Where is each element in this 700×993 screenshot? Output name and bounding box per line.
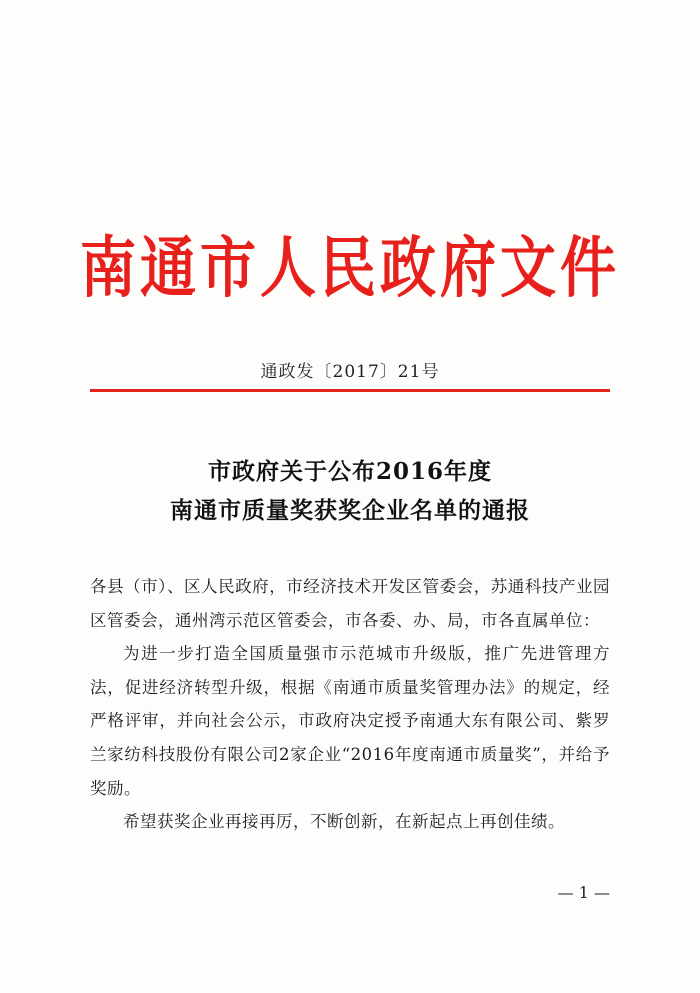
recipients-paragraph: 各县（市）、区人民政府，市经济技术开发区管委会，苏通科技产业园区管委会，通州湾示范区管委会，市各委、办、局，市各直属单位： <box>90 577 610 630</box>
red-divider-line <box>90 389 610 392</box>
document-title-line-1: 市政府关于公布2016年度 <box>207 458 492 485</box>
page-number: — 1 — <box>557 883 610 902</box>
document-body <box>90 570 610 839</box>
body-paragraph-2: 希望获奖企业再接再厉，不断创新，在新起点上再创佳绩。 <box>123 812 565 832</box>
document-title-line-2: 南通市质量奖获奖企业名单的通报 <box>170 497 530 524</box>
body-paragraph-1: 为进一步打造全国质量强市示范城市升级版，推广先进管理方法，促进经济转型升级，根据《南通市质量奖管理办法》的规定，经严格评审，并向社会公示，市政府决定授予南通大东有限公司、紫罗兰家纺科技股份有限公司2家企业“2016年度南通市质量奖”，并给予奖励。 <box>90 644 610 798</box>
document-masthead: 南通市人民政府文件 <box>80 230 620 307</box>
document-number: 通政发〔2017〕21号 <box>260 362 440 382</box>
